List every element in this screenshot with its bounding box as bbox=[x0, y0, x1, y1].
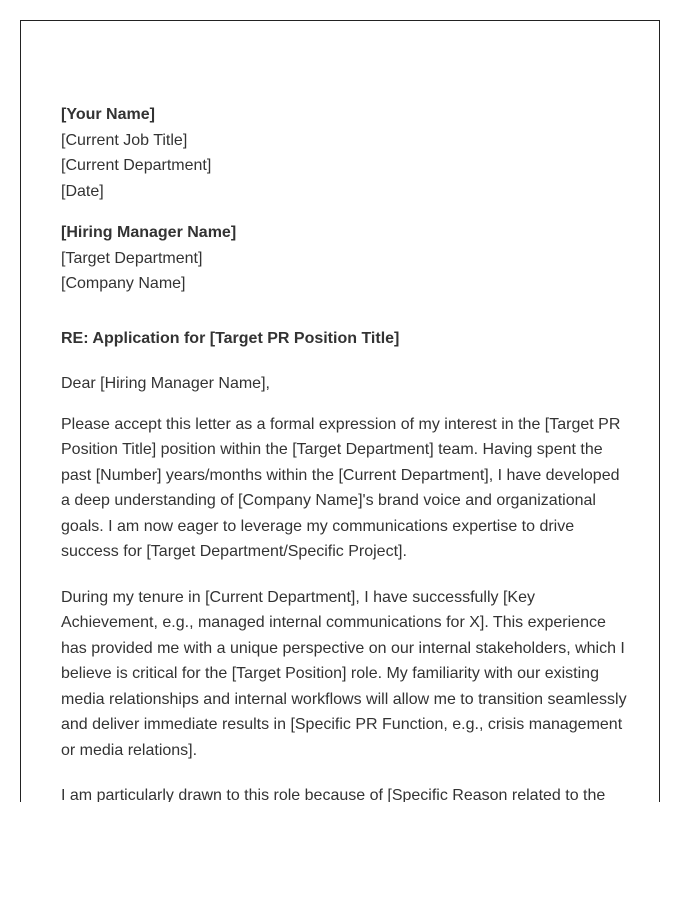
recipient-block bbox=[61, 220, 631, 297]
sender-job-title: [Current Job Title] bbox=[61, 131, 188, 149]
subject-line: RE: Application for [Target PR Position Title] bbox=[61, 329, 400, 347]
paragraph-experience: During my tenure in [Current Department], I have successfully [Key Achievement, e.g., managed internal communications for X]. This experience has provided me with a unique perspective on our internal stakeholders, which I believe is critical for the [Target Position] role. My familiarity with our existing media relationships and internal workflows will allow me to transition seamlessly and deliver immediate results in [Specific PR Function, e.g., crisis management or media relations]. bbox=[61, 588, 627, 759]
sender-block bbox=[61, 102, 631, 204]
paragraph-motivation: I am particularly drawn to this role because of [Specific Reason related to the bbox=[61, 787, 606, 802]
letter-body bbox=[61, 102, 631, 802]
recipient-company: [Company Name] bbox=[61, 275, 186, 292]
letter-page bbox=[20, 20, 660, 802]
recipient-department: [Target Department] bbox=[61, 249, 203, 267]
sender-department: [Current Department] bbox=[61, 157, 212, 174]
letter-date: [Date] bbox=[61, 182, 104, 200]
sender-name: [Your Name] bbox=[61, 106, 155, 123]
recipient-name: [Hiring Manager Name] bbox=[61, 224, 237, 241]
salutation: Dear [Hiring Manager Name], bbox=[61, 375, 270, 392]
paragraph-intro: Please accept this letter as a formal expression of my interest in the [Target PR Position Title] position within the [Target Department] team. Having spent the past [Number] years/months within the [Current Department], I have developed a deep understanding of [Company Name]'s brand voice and organizational goals. I am now eager to leverage my communications expertise to drive success for [Target Department/Specific Project]. bbox=[61, 415, 621, 560]
